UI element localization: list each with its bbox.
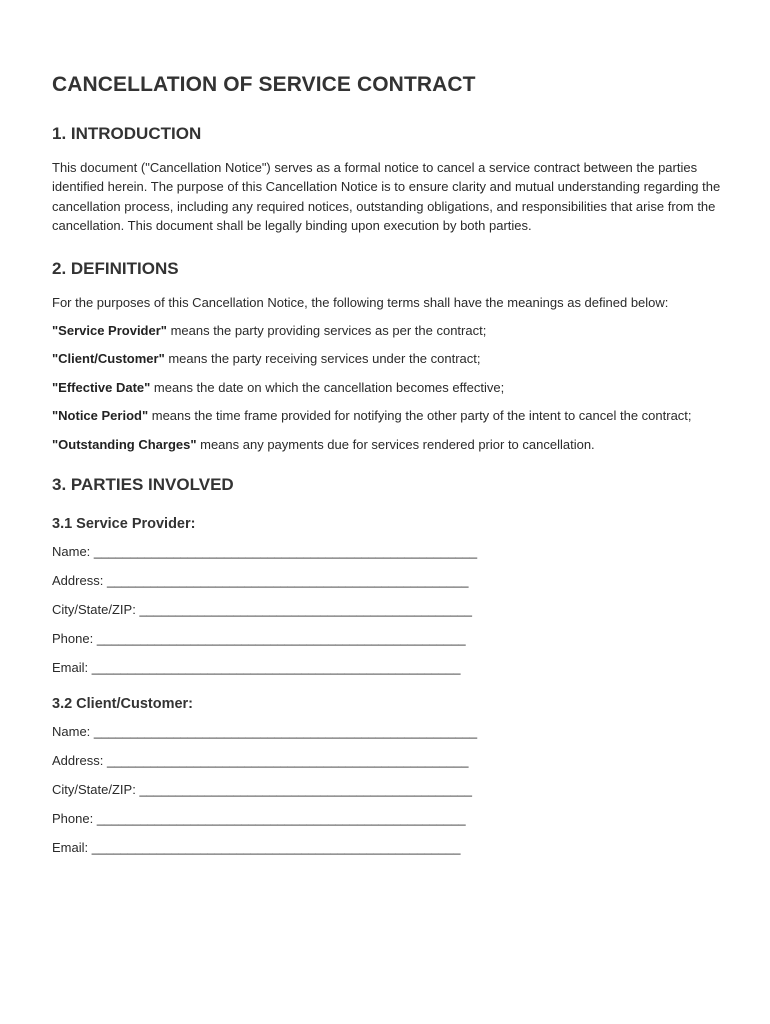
field-label: Name: (52, 724, 91, 740)
field-label: City/State/ZIP: (52, 782, 136, 798)
field-blank-line[interactable]: ______________________________________________ (139, 602, 473, 618)
field-label: Address: (52, 753, 104, 769)
client-customer-fields (52, 722, 730, 857)
section-heading-parties: 3. PARTIES INVOLVED (52, 475, 234, 495)
definition-client-customer (52, 349, 730, 368)
field-label: Name: (52, 544, 91, 560)
subsection-heading-service-provider: 3.1 Service Provider: (52, 516, 196, 533)
introduction-paragraph: This document ("Cancellation Notice") serves as a formal notice to cancel a service contract between the parties identified herein. The purpose of this Cancellation Notice is to ensure clarity and mutual understanding regarding the cancellation process, including any required notices, outstanding obligations, and responsibilities that arise from the cancellation. This document shall be legally binding upon execution by both parties. (52, 160, 721, 234)
field-label: Email: (52, 660, 89, 676)
field-label: Address: (52, 573, 104, 589)
section-heading-definitions: 2. DEFINITIONS (52, 258, 179, 278)
service-provider-name-field[interactable] (52, 542, 730, 561)
field-blank-line[interactable]: _____________________________________________________ (93, 544, 478, 560)
definition-term: "Effective Date" (52, 379, 151, 395)
definitions-intro: For the purposes of this Cancellation Notice, the following terms shall have the meanings as defined below: (52, 294, 669, 310)
field-label: Phone: (52, 811, 94, 827)
definition-term: "Service Provider" (52, 323, 167, 339)
definition-term: "Notice Period" (52, 408, 149, 424)
section-heading-introduction: 1. INTRODUCTION (52, 124, 202, 143)
client-customer-phone-field[interactable] (52, 809, 730, 828)
subsection-heading-client-customer: 3.2 Client/Customer: (52, 696, 193, 713)
definition-meaning: means the party receiving services under the contract; (164, 351, 481, 367)
field-blank-line[interactable]: ___________________________________________________ (96, 631, 466, 647)
service-provider-fields (52, 542, 730, 677)
service-provider-phone-field[interactable] (52, 629, 730, 648)
field-label: Email: (52, 840, 89, 856)
field-blank-line[interactable]: __________________________________________________ (106, 573, 469, 589)
field-label: City/State/ZIP: (52, 602, 136, 618)
definition-term: "Client/Customer" (52, 351, 165, 367)
definition-term: "Outstanding Charges" (52, 436, 197, 452)
definition-notice-period (52, 406, 730, 425)
field-blank-line[interactable]: ___________________________________________________ (96, 811, 466, 827)
field-blank-line[interactable]: _____________________________________________________ (93, 724, 478, 740)
field-blank-line[interactable]: __________________________________________________ (106, 753, 469, 769)
field-label: Phone: (52, 631, 94, 647)
definition-meaning: means the party providing services as per the contract; (166, 323, 487, 339)
definition-outstanding-charges (52, 435, 730, 454)
field-blank-line[interactable]: ___________________________________________________ (91, 840, 461, 856)
definition-effective-date (52, 378, 730, 397)
field-blank-line[interactable]: ___________________________________________________ (91, 660, 461, 676)
client-customer-email-field[interactable] (52, 838, 730, 857)
client-customer-city-state-zip-field[interactable] (52, 780, 730, 799)
definition-meaning: means the date on which the cancellation becomes effective; (150, 379, 505, 395)
field-blank-line[interactable]: ______________________________________________ (139, 782, 473, 798)
definition-service-provider (52, 321, 730, 340)
document-title: CANCELLATION OF SERVICE CONTRACT (52, 73, 476, 96)
service-provider-email-field[interactable] (52, 658, 730, 677)
service-provider-address-field[interactable] (52, 571, 730, 590)
definition-meaning: means the time frame provided for notifying the other party of the intent to cancel the contract; (148, 408, 692, 424)
service-provider-city-state-zip-field[interactable] (52, 600, 730, 619)
client-customer-name-field[interactable] (52, 722, 730, 741)
definition-meaning: means any payments due for services rendered prior to cancellation. (196, 436, 595, 452)
client-customer-address-field[interactable] (52, 751, 730, 770)
